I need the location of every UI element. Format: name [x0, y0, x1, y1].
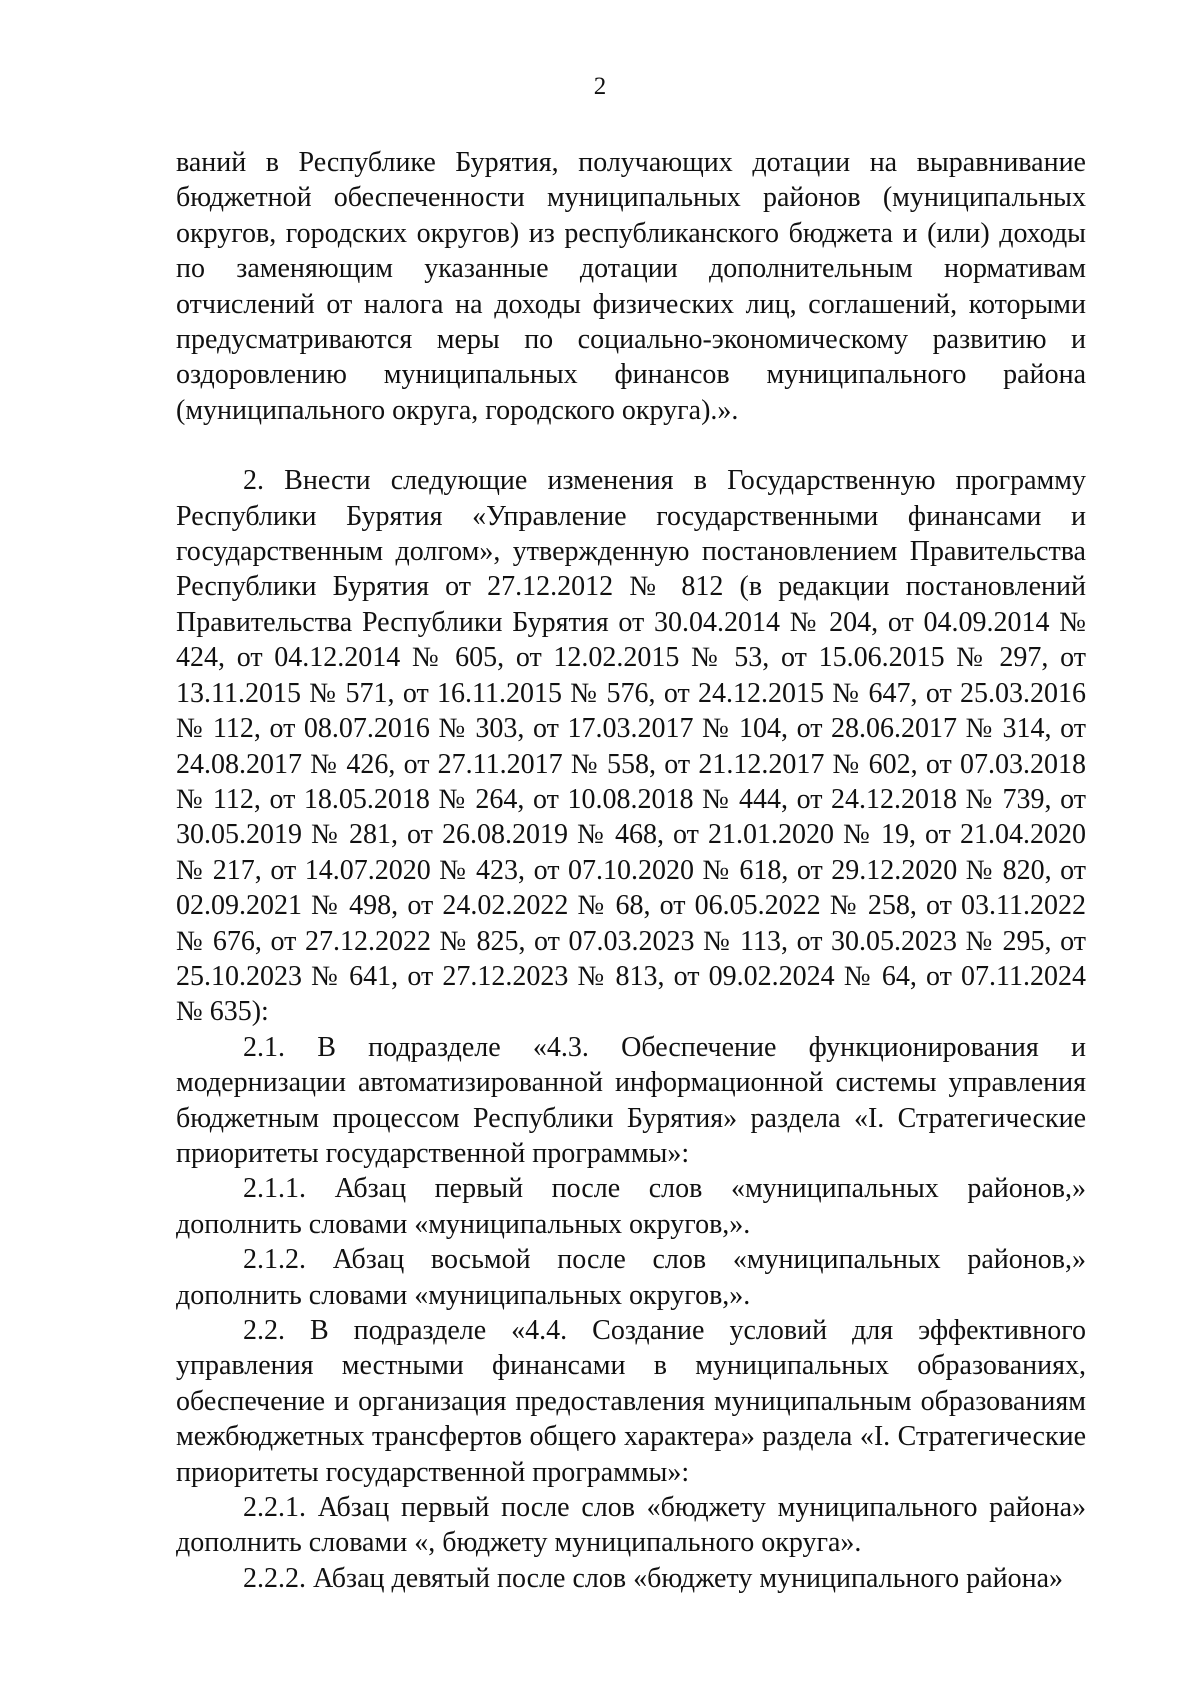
page-number: 2	[593, 73, 607, 100]
paragraph-item-2-2-2: 2.2.2. Абзац девятый после слов «бюджету муниципального района»	[243, 1562, 1063, 1594]
paragraph-item-2-1-2: 2.1.2. Абзац восьмой после слов «муниципальных районов,» дополнить словами «муниципальных округов,».	[176, 1244, 1086, 1311]
paragraph-item-2-2: 2.2. В подразделе «4.4. Создание условий для эффективного управления местными финансами в муниципальных образованиях, обеспечение и организация предоставления муниципальным образованиям межбюджетных трансфертов общего характера» раздела «I. Стратегические приоритеты государственной программы»:	[176, 1315, 1086, 1488]
document-body	[176, 145, 1086, 1596]
paragraph-continuation: ваний в Республике Бурятия, получающих дотации на выравнивание бюджетной обеспеченности муниципальных районов (муниципальных округов, городских округов) из республиканского бюджета и (или) доходы по заменяющим указанные дотации дополнительным нормативам отчислений от налога на доходы физических лиц, соглашений, которыми предусматриваются меры по социально-экономическому развитию и оздоровлению муниципальных финансов муниципального района (муниципального округа, городского округа).».	[176, 147, 1086, 426]
paragraph-item-2-1: 2.1. В подразделе «4.3. Обеспечение функционирования и модернизации автоматизированной информационной системы управления бюджетным процессом Республики Бурятия» раздела «I. Стратегические приоритеты государственной программы»:	[176, 1031, 1086, 1169]
paragraph-item-2-2-1: 2.2.1. Абзац первый после слов «бюджету муниципального района» дополнить словами «, бюджету муниципального округа».	[176, 1492, 1086, 1559]
paragraph-item-2: 2. Внести следующие изменения в Государственную программу Республики Бурятия «Управление государственными финансами и государственным долгом», утвержденную постановлением Правительства Республики Бурятия от 27.12.2012 № 812 (в редакции постановлений Правительства Республики Бурятия от 30.04.2014 № 204, от 04.09.2014 № 424, от 04.12.2014 № 605, от 12.02.2015 № 53, от 15.06.2015 № 297, от 13.11.2015 № 571, от 16.11.2015 № 576, от 24.12.2015 № 647, от 25.03.2016 № 112, от 08.07.2016 № 303, от 17.03.2017 № 104, от 28.06.2017 № 314, от 24.08.2017 № 426, от 27.11.2017 № 558, от 21.12.2017 № 602, от 07.03.2018 № 112, от 18.05.2018 № 264, от 10.08.2018 № 444, от 24.12.2018 № 739, от 30.05.2019 № 281, от 26.08.2019 № 468, от 21.01.2020 № 19, от 21.04.2020 № 217, от 14.07.2020 № 423, от 07.10.2020 № 618, от 29.12.2020 № 820, от 02.09.2021 № 498, от 24.02.2022 № 68, от 06.05.2022 № 258, от 03.11.2022 № 676, от 27.12.2022 № 825, от 07.03.2023 № 113, от 30.05.2023 № 295, от 25.10.2023 № 641, от 27.12.2023 № 813, от 09.02.2024 № 64, от 07.11.2024 № 635):	[176, 465, 1086, 1028]
paragraph-item-2-1-1: 2.1.1. Абзац первый после слов «муниципальных районов,» дополнить словами «муниципальных округов,».	[176, 1173, 1086, 1240]
